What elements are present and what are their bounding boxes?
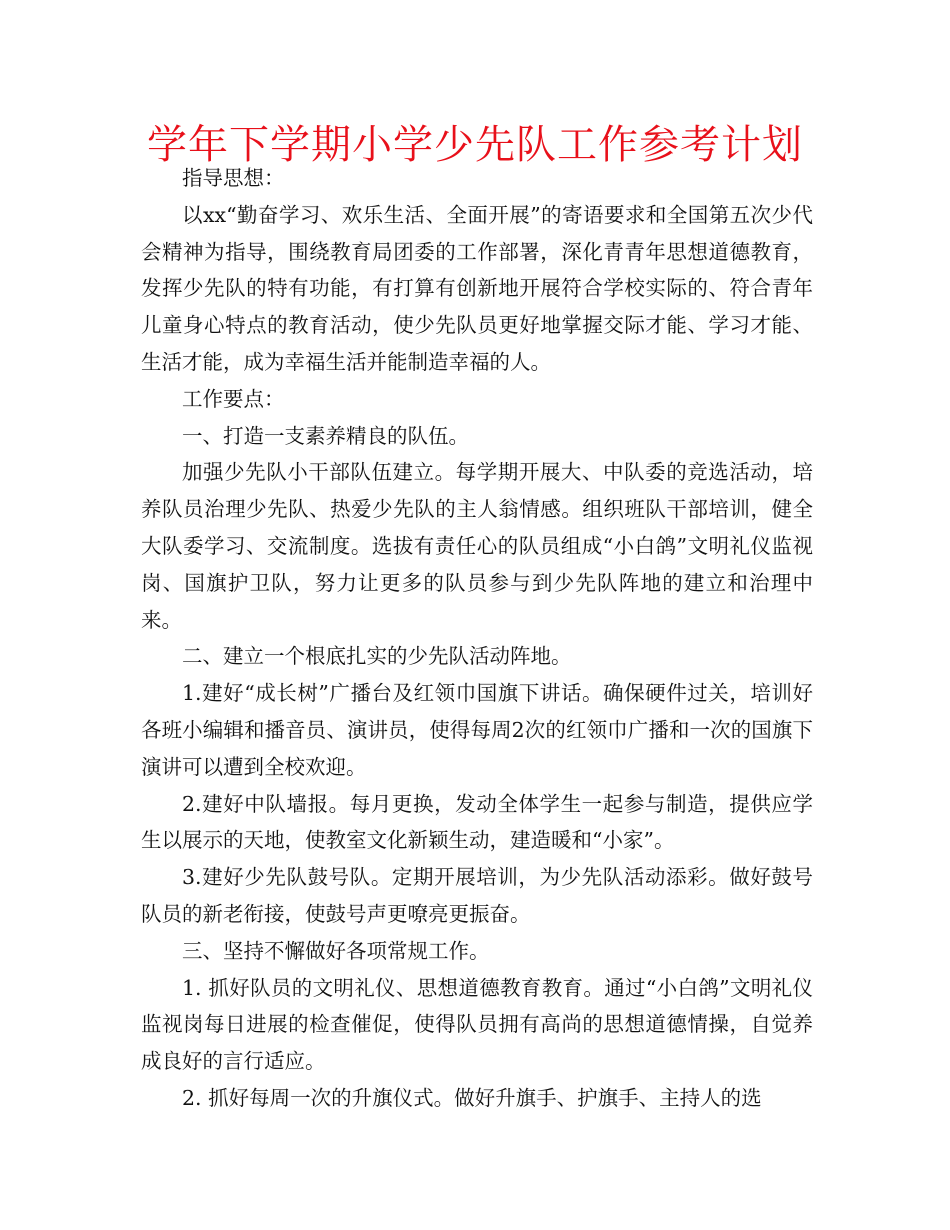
paragraph-section-two-item-1: 1.建好“成长树”广播台及红领巾国旗下讲话。确保硬件过关，培训好各班小编辑和播音员、演讲员，使得每周2次的红领巾广播和一次的国旗下演讲可以遭到全校欢迎。 [141,681,813,779]
paragraph-section-three-item-1: 1. 抓好队员的文明礼仪、思想道德教育教育。通过“小白鸽”文明礼仪监视岗每日进展的检查催促，使得队员拥有高尚的思想道德情操，自觉养成良好的言行适应。 [141,975,813,1074]
document-title: 学年下学期小学少先队工作参考计划 [147,122,803,168]
paragraph-section-two-heading: 二、建立一个根底扎实的少先队活动阵地。 [182,644,572,669]
paragraph-section-three-heading: 三、坚持不懈做好各项常规工作。 [182,938,490,963]
paragraph-section-two-item-3: 3.建好少先队鼓号队。定期开展培训，为少先队活动添彩。做好鼓号队员的新老衔接，使鼓号声更嘹亮更振奋。 [141,865,813,926]
paragraph-section-two-item-2: 2.建好中队墙报。每月更换，发动全体学生一起参与制造，提供应学生以展示的天地，使教室文化新颖生动，建造暖和“小家”。 [141,791,813,853]
paragraph-section-one-content: 加强少先队小干部队伍建立。每学期开展大、中队委的竞选活动，培养队员治理少先队、热爱少先队的主人翁情感。组织班队干部培训，健全大队委学习、交流制度。选拔有责任心的队员组成“小白鸽”文明礼仪监视岗、国旗护卫队，努力让更多的队员参与到少先队阵地的建立和治理中来。 [141,460,813,632]
paragraph-guiding-heading: 指导思想： [182,166,285,190]
paragraph-section-one-heading: 一、打造一支素养精良的队伍。 [182,423,469,448]
document-body [141,160,813,1117]
paragraph-guiding-content: 以xx“勤奋学习、欢乐生活、全面开展”的寄语要求和全国第五次少代会精神为指导，围绕教育局团委的工作部署，深化青青年思想道德教育，发挥少先队的特有功能，有打算有创新地开展符合学校实际的、符合青年儿童身心特点的教育活动，使少先队员更好地掌握交际才能、学习才能、生活才能，成为幸福生活并能制造幸福的人。 [141,202,813,374]
paragraph-section-three-item-2: 2. 抓好每周一次的升旗仪式。做好升旗手、护旗手、主持人的选 [182,1085,762,1110]
paragraph-work-points-heading: 工作要点： [182,386,285,411]
